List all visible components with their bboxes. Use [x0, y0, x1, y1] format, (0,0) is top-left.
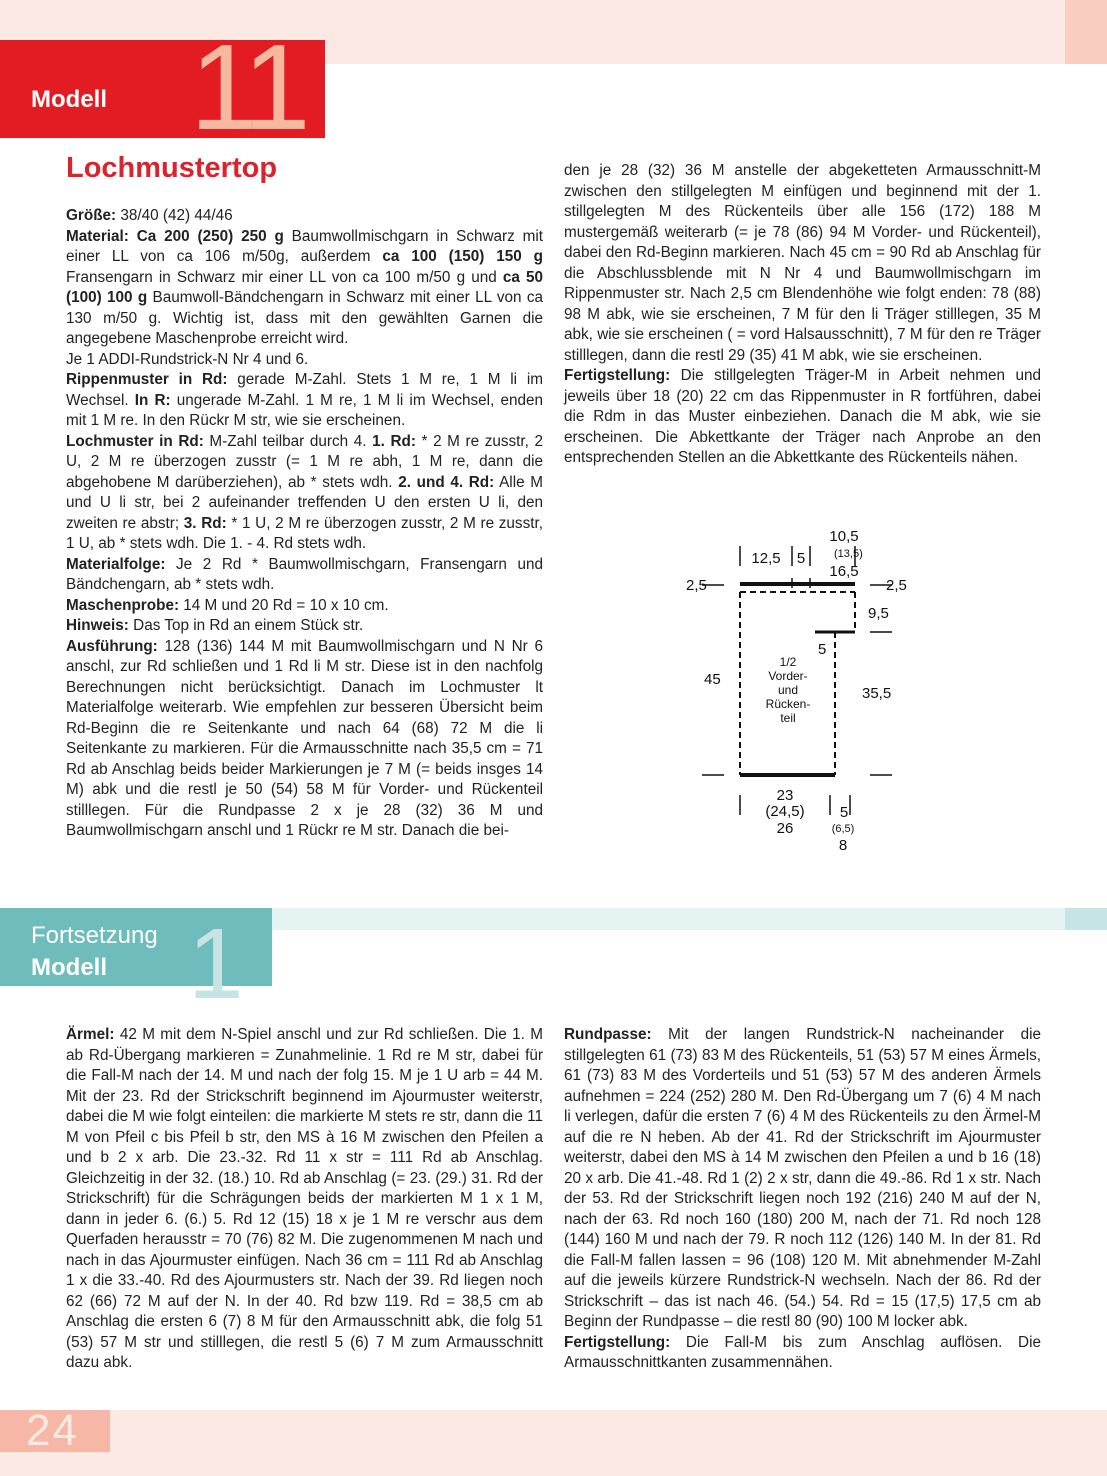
center-line-3: und	[777, 683, 799, 697]
dim-notch: 5	[818, 641, 827, 658]
paragraph-continuation: den je 28 (32) 36 M anstelle der abgeketteten Armausschnitt-M zwischen den stillgelegten M einfügen und beginnend mit der 1. stillgelegten M des Rückenteils über alle 156 (172) 188 M mustergemäß weiterarb (= je 78 (86) 94 M Vorder- und Rückenteil), dabei den Rd-Beginn markieren. Nach 45 cm = 90 Rd ab Anschlag für die Abschlussblende mit N Nr 4 und Baumwollmischgarn im Rippenmuster str. Nach 2,5 cm Blendenhöhe wie folgt enden: 78 (88) 98 M abk, wie sie erscheinen, 7 M für den li Träger stilllegen, 35 M abk, wie sie erscheinen ( = vord Halsausschnitt), 7 M für den re Träger stilllegen, dann die restl 29 (35) 41 M abk, wie sie erscheinen.	[564, 162, 1041, 364]
schematic-svg	[680, 522, 920, 857]
paragraph-gauge: Maschenprobe: 14 M und 20 Rd = 10 x 10 cm.	[66, 596, 389, 614]
paragraph-yoke: Rundpasse: Mit der langen Rundstrick-N nacheinander die stillgelegten 61 (73) 83 M des Rückenteils, 51 (53) 57 M eines Ärmels, 61 (73) 83 M des Vorderteils und 51 (53) 57 M des anderen Ärmels aufnehmen = 224 (252) 280 M. Den Rd-Übergang um 7 (6) 4 M nach li verlegen, dafür die ersten 7 (6) 4 M des Rückenteils zu den Ärmel-M auf die re N heben. Ab der 41. Rd der Strickschrift im Ajourmuster weiterstr, dabei den MS à 14 M zwischen den Pfeilen a und b 16 (18) 20 x arb. Die 41.-48. Rd 1 (2) 2 x str, dann die 49.-86. Rd 1 x str. Nach der 53. Rd der Strickschrift liegen noch 192 (216) 240 M auf der N, nach der 63. Rd noch 160 (180) 200 M, nach der 71. Rd noch 128 (144) 160 M und nach der 79. R noch 112 (126) 140 M. In der 81. Rd die Fall-M fallen lassen = 96 (108) 120 M. Mit abnehmender M-Zahl auf die jeweils kürzere Rundstrick-N wechseln. Nach der 86. Rd der Strickschrift – das ist nach 46. (54.) 54. Rd = 15 (17,5) 17,5 cm ab Beginn der Rundpasse – die restl 80 (90) 100 M locker abk.	[564, 1026, 1041, 1330]
paragraph-note: Hinweis: Das Top in Rd an einem Stück str.	[66, 617, 364, 634]
dim-right-edge: 2,5	[886, 577, 907, 594]
center-line-5: teil	[780, 711, 796, 725]
schematic-diagram	[680, 522, 920, 857]
dim-bottom-a3: 26	[776, 820, 794, 837]
dim-top-a-alt2: 16,5	[829, 563, 859, 580]
dim-height-right: 35,5	[862, 685, 892, 702]
dim-top-a-alt: (13,5)	[834, 548, 863, 560]
top-band-accent	[1065, 0, 1107, 64]
dim-bottom-a: 23	[776, 787, 794, 804]
model-tab	[0, 19, 325, 155]
page-number-box	[0, 1406, 110, 1455]
paragraph-lace-pattern: Lochmuster in Rd: M-Zahl teilbar durch 4. 1. Rd: * 2 M re zusstr, 2 U, 2 M re überzogen zusstr (= 1 M re abh, 1 M re, dann die abgehobene M darüberziehen), ab * stets wdh. 2. und 4. Rd: Alle M und U li str, bei 2 aufeinander treffenden U den ersten U li, den zweiten re abstr; 3. Rd: * 1 U, 2 M re überzogen zusstr, 2 M re zusstr, 1 U, ab * stets wdh. Die 1. - 4. Rd stets wdh.	[66, 432, 544, 552]
text-column-4	[564, 1025, 1041, 1374]
text-column-3	[66, 1025, 543, 1374]
page-title: Lochmustertop	[66, 152, 278, 184]
continuation-tab	[0, 908, 272, 1020]
center-line-1: 1/2	[779, 655, 797, 669]
paragraph-material-order: Materialfolge: Je 2 Rd * Baumwollmischgarn, Fransengarn und Bändchengarn, ab * stets wdh.	[66, 555, 543, 593]
dim-bottom-b2: (6,5)	[831, 823, 855, 835]
center-line-4: Rücken-	[765, 697, 811, 711]
dim-height-left: 45	[704, 671, 721, 688]
dim-top-mid: 5	[796, 550, 806, 567]
paragraph-instructions: Ausführung: 128 (136) 144 M mit Baumwollmischgarn und N Nr 6 anschl, zur Rd schließen und 1 Rd li M str. Diese ist in den nachfolg Berechnungen nicht berücksichtigt. Danach im Lochmuster lt Materialfolge weiterarb. Wie empfehlen zur besseren Übersicht beim Rd-Beginn die re Seitenkante und nach 64 (68) 72 M die li Seitenkante zu markieren. Für die Armausschnitte nach 35,5 cm = 71 Rd ab Anschlag beids beider Markierungen je 7 M (= beids insges 14 M) abk und die restl je 50 (54) 58 M für Vorder- und Rückenteil stilllegen. Für die Rundpasse 2 x je 28 (32) 36 M und Baumwollmischgarn anschl und 1 Rückr re M str. Danach die bei-	[66, 637, 543, 839]
paragraph-finishing-2: Fertigstellung: Die Fall-M bis zum Anschlag auflösen. Die Armausschnittkanten zusammennähen.	[564, 1333, 1041, 1371]
paragraph-material: Material: Ca 200 (250) 250 g Baumwollmischgarn in Schwarz mit einer LL von ca 106 m/50g, außerdem ca 100 (150) 150 g Fransengarn in Schwarz mir einer LL von ca 100 m/50 g und ca 50 (100) 100 g Baumwoll-Bändchengarn in Schwarz mit einer LL von ca 130 m/50 g. Wichtig ist, dass mit den gewählten Garnen die angegebene Maschenprobe erreicht wird.	[66, 227, 544, 347]
page-number: 24	[26, 1406, 79, 1455]
paragraph-needles: Je 1 ADDI-Rundstrick-N Nr 4 und 6.	[66, 350, 309, 368]
center-line-2: Vorder-	[768, 669, 808, 683]
paragraph-rib-pattern: Rippenmuster in Rd: gerade M-Zahl. Stets 1 M re, 1 M li im Wechsel. In R: ungerade M-Zahl. 1 M re, 1 M li im Wechsel, enden mit 1 M re. In den Rückr M str, wie sie erscheinen.	[66, 371, 543, 429]
dim-bottom-b3: 8	[838, 837, 848, 854]
continuation-label: Fortsetzung	[31, 922, 158, 949]
paragraph-sleeves: Ärmel: 42 M mit dem N-Spiel anschl und zur Rd schließen. Die 1. M ab Rd-Übergang markieren = Zunahmelinie. 1 Rd re M str, dabei für die Fall-M nach der 14. M und nach der folg 15. M je 1 U arb = 44 M. Mit der 23. Rd der Strickschrift beginnend im Ajourmuster weiterstr, dabei die M wie folgt einteilen: die markierte M stets re str, dann die 11 M von Pfeil c bis Pfeil b str, den MS à 16 M zwischen den Pfeilen a und b 2 x arb. Die 23.-32. Rd 11 x str = 111 Rd ab Anschlag. Gleichzeitig in der 32. (18.) 10. Rd ab Anschlag (= 23. (29.) 31. Rd der Strickschrift) für die Schrägungen beids der markierten M 1 x 1 M, dann in jeder 6. (6.) 5. Rd 12 (15) 18 x je 1 M re verschr aus dem Querfaden herausstr = 70 (76) 82 M. Die zugenommenen M nach und nach in das Ajourmuster einfügen. Nach 36 cm = 111 Rd ab Anschlag 1 x die 33.-40. Rd des Ajourmusters str. Nach der 39. Rd liegen noch 62 (66) 72 M auf der N. In der 40. Rd bzw 119. Rd = 38,5 cm ab Anschlag die ersten 6 (7) 8 M für den Armausschnitt abk, die folg 51 (53) 57 M str und stilllegen, die restl 5 (6) 7 M zum Armausschnitt dazu abk.	[66, 1026, 543, 1371]
mid-band-accent	[1065, 908, 1107, 930]
dim-bottom-a2: (24,5)	[765, 803, 805, 820]
paragraph-size: Größe: 38/40 (42) 44/46	[66, 207, 233, 224]
dim-top-a: 10,5	[829, 528, 859, 545]
dim-top-left: 12,5	[751, 550, 781, 567]
continuation-model-label: Modell	[31, 954, 107, 981]
paragraph-finishing: Fertigstellung: Die stillgelegten Träger-M in Arbeit nehmen und jeweils über 18 (20) 22 cm das Rippenmuster in R fortführen, dabei die Rdm in das Muster einbeziehen. Danach die M abk, wie sie erscheinen. Die Abkettkante der Träger nach Anprobe an den entsprechenden Stellen an die Abkettkante des Rückenteils nähen.	[564, 367, 1041, 466]
continuation-model-number: 1	[188, 908, 244, 1020]
text-column-1	[66, 206, 543, 842]
model-tab-label: Modell	[31, 86, 107, 113]
bottom-band	[0, 1410, 1107, 1476]
text-column-2	[564, 161, 1041, 469]
dim-left-edge: 2,5	[686, 577, 707, 594]
dim-bottom-b: 5	[839, 804, 849, 821]
model-number: 11	[190, 19, 305, 155]
dim-armhole: 9,5	[868, 605, 889, 622]
